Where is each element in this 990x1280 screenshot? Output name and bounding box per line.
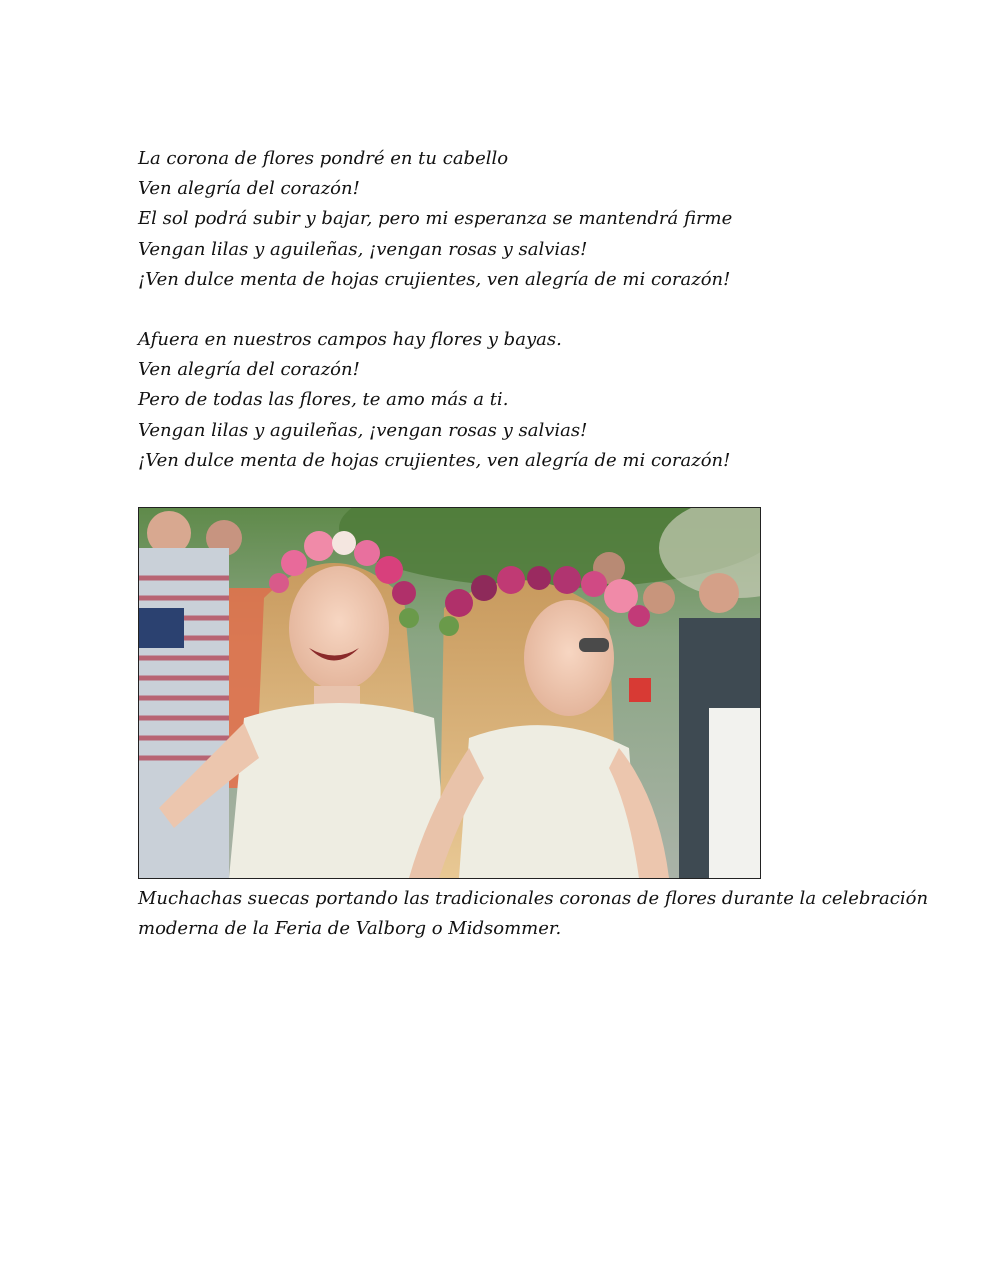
poem-line: Pero de todas las flores, te amo más a ti.	[138, 389, 509, 411]
caption-line: Muchachas suecas portando las tradicionales coronas de flores durante la celebración	[138, 888, 929, 909]
poem-line: Vengan lilas y aguileñas, ¡vengan rosas y salvias!	[138, 238, 588, 260]
poem-line: La corona de flores pondré en tu cabello	[138, 148, 509, 169]
poem-line: Afuera en nuestros campos hay flores y bayas.	[138, 329, 562, 350]
photo-caption	[138, 884, 929, 944]
poem-line: Ven alegría del corazón!	[138, 359, 360, 381]
poem-stanza-1	[138, 144, 838, 295]
poem-line: Vengan lilas y aguileñas, ¡vengan rosas y salvias!	[138, 419, 588, 441]
caption-line: moderna de la Feria de Valborg o Midsommer.	[138, 918, 562, 940]
poem-stanza-2	[138, 325, 838, 476]
poem-line: Ven alegría del corazón!	[138, 178, 360, 200]
poem-line: ¡Ven dulce menta de hojas crujientes, ven alegría de mi corazón!	[138, 268, 731, 290]
festival-photo	[138, 507, 761, 879]
poem-line: ¡Ven dulce menta de hojas crujientes, ven alegría de mi corazón!	[138, 449, 731, 471]
poem-line: El sol podrá subir y bajar, pero mi esperanza se mantendrá firme	[138, 208, 733, 230]
